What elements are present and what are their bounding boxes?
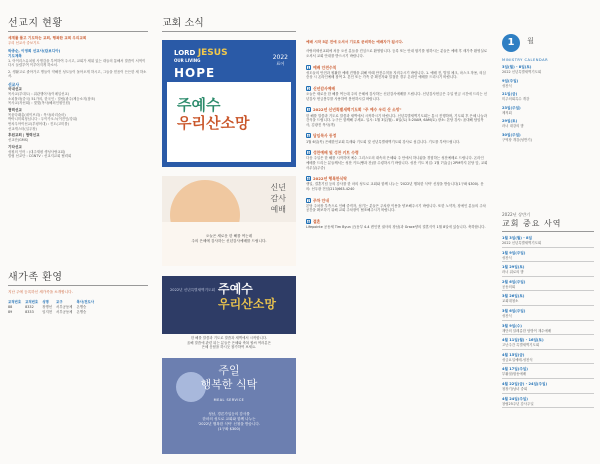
schedule-entry [502,280,594,292]
worship-notice: 예배 시작 5분 전에 오셔서 기도로 준비하는 예배자가 됩시다. [306,40,404,44]
schedule-entry [502,324,594,336]
schedule-date: 3월 26일(토) [502,294,525,299]
schedule-entry [502,251,594,263]
schedule-date: 4월 11일(월) - 16일(토) [502,338,544,343]
mission-box [8,49,148,159]
news-title: 교회 소식 [162,14,296,32]
schedule-date: 1월 3일(월) - 8일 [502,236,532,240]
announcement-title: 담임목사 동정 [313,133,337,139]
schedule-date: 2월 6일(주일) [502,279,526,284]
service-label: SERVICE [226,398,245,402]
schedule-entry [502,294,594,306]
missionary-name: 박종순, 이영희 선교사(캄보디아) [8,48,61,53]
meal-service-label [162,398,296,402]
meal-label: MEAL [213,398,225,402]
domestic-mission-item: 소피톨라(중국) 51가의, 한국인 : 빌립(광주/제등소지(참조) [8,96,96,101]
dawn-prayer-label: 2022년 신년특별새벽기도회 [170,288,216,292]
calendar-entry [502,133,594,143]
mission-subtitle-2: 우리 선교사 중보기도 [8,41,40,45]
cell: 온병승 [76,309,87,314]
happy-table-text: 성남, 경론가입등의 감사를 한마의 성도로 교회와 함께 나누는 '2022년 행복한 식탁' 신청을 받습니다. (1구좌 $300) [198,412,260,431]
happy-table-title: 주일 행복한 식탁 [200,364,258,391]
motto-year-number: 2022 [272,54,288,61]
announcement-body: 1월 6일(목) 은혜한인교회 특새와 기도회 및 신년특별새벽기도회 강사로 섬깁니다. 기도를 부탁드립니다. [306,139,461,144]
schedule-entry [502,338,594,350]
welcome-intro: 사랑의세선교회에 처음 오신 분들을 진심으로 환영합니다. 등록 또는 안내 합기를 원하시는 분들은 예배 후 새가족 환영실로 오셔서 교회 안내를 받으시기 바랍니다. [306,49,488,58]
schedule-event: 재단의 알레름한 탐방이 재수예배 [502,329,594,336]
motto-year-label: 표어 [276,61,285,66]
partner-mission-item: 목윤다래총(네이브리) : 목사(파리숨마) [8,112,66,117]
schedule-event: 공동의회 [502,285,594,292]
new-year-worship-title: 신년 감사 예배 [270,183,286,214]
schedule-label: 2022년 상반기 [502,212,531,217]
schedule-event: 부활절/합동예배 [502,372,594,379]
mission-title: 선교지 현황 [8,14,148,32]
announcement-item [306,107,488,127]
motto-inner [167,82,291,162]
cell: 서부공동체 [56,309,73,314]
calendar-date: 30일(주일) [502,132,521,137]
announcement-heading [306,65,488,70]
motto-our: OUR LIVING [174,58,201,63]
schedule-date: 3월 6일(주일) [502,308,526,313]
month-number: 1 [502,34,520,52]
partner-mission-item: 박아니미희청님니다 : 우이카오스(이전인/강위) [8,117,78,122]
ministry-calendar-title: MINISTRY CALENDAR [502,58,549,62]
motto-year [273,54,288,67]
motto-english [174,50,228,64]
schedule-date: 4월 24일(주일) [502,396,528,401]
calendar-entry [502,92,594,102]
motto-lord: LORD [174,49,196,57]
announcement-heading [306,198,488,203]
cell: 임지현 [42,309,53,314]
schedule-date: 4월 17일(주일) [502,367,528,372]
announcement-title: 성찬예배 및 성찬 키트 수령 [313,150,359,156]
schedule-event: 창립25주년 감사주일 [502,402,594,409]
other-mission-item: 성원의 인어 : (대주재평 생성사랑교회) [8,149,66,154]
ground-graphic [162,222,296,266]
dawn-prayer-motto [218,282,276,312]
mission-subtitle: 세계를 품고 기도하는 교회, 행복한 교회 우리교회 [8,36,87,40]
cell: 온병승 [76,305,87,309]
calendar-event: 미주의회특수 개강 [502,97,530,102]
announcement-body: 다음 주일은 한 해를 시작하며 예수 그리스도의 대속의 은혜와 주 안에서 하나됨을 경험하는 성찬예배로 드립니다. 온라인 예배를 드리는 분들께서는 성찬 키트(빵과 잔)를 수령하시기 바랍니다. 성찬 키트 픽업: 1월 7일(금) 2PM까지 본당 앞, 교회 사무실(주중) [306,156,488,170]
number-badge: 2 [307,86,310,91]
calendar-entry [502,106,594,116]
announcement-heading [306,150,488,155]
new-year-worship-text: 오늘은 새로운 한 해를 여는데 주의 은혜에 감사하는 신년감사예배를 드립니다. [191,234,267,243]
happy-table-card [162,358,296,454]
calendar-date: 9일(주일) [502,78,519,83]
motto-korean [177,96,249,132]
announcement-item [306,86,488,101]
announcement-item [306,176,488,191]
schedule-title: 교회 중요 사역 [502,218,594,232]
calendar-event: 제직회 [502,110,512,115]
announcement-title: 2022년 신년특별새벽기도회 "주 예수 우리 산 소망" [313,107,402,113]
announcement-heading [306,86,488,91]
announcement-item [306,150,488,170]
cell: 서부공동체 [56,305,73,309]
calendar-event: 성찬식 [502,83,512,88]
schedule-date: 4월 15일(금) [502,352,525,357]
cell: 88 [8,305,13,309]
schedule-entry [502,397,594,409]
schedule-event: 러너 위로의 밤 [502,270,594,277]
announcement-item [306,133,488,144]
new-member-table [8,299,98,314]
schedule-event: 교회대청소 [502,299,594,306]
announcement-heading [306,107,488,112]
calendar-date: 29일(토) [502,119,518,124]
table-row [8,310,98,315]
motto-korean-1: 주예수 [177,96,221,114]
number-badge: 3 [307,108,310,113]
motto-card [162,40,296,167]
announcement-title: 2022년 행복한식탁 [313,176,347,182]
schedule-event: 성찬식 [502,314,594,321]
schedule-entry [502,382,594,394]
prayer-topic-2: 2. 생활고로 졸아가고 병들이 약해진 성도들이 돌아오게 하시고, 그들을 믿음이 든든한 세 하소서. [8,69,147,79]
schedule-event: 성찬식 [502,256,594,263]
number-badge: 7 [307,198,310,203]
calendar-entry [502,79,594,89]
number-badge: 8 [307,219,310,224]
schedule-entry [502,309,594,321]
dawn-prayer-card [162,276,296,334]
motto-korean-2: 우리산소망 [177,114,250,132]
calendar-column [502,30,594,147]
motto-jesus: JESUS [197,48,228,58]
announcements-column [306,40,488,454]
announcement-body: 한 해를 말씀과 기도로 말씀과 새벽에서 시작하시기 바랍니다. 신년특별새벽기도회는 통시 진행하며, 기도회 후 은혜 나눔과 간식을 드립니다. 누구든 함께해 주세요. 일시: 1월 3일(월) - 8일(토) 5:20AM, 6AM(토) 장소: 본당 강사: 윤대해 담임목사, 김광진 목사(객) [306,113,488,127]
schedule-date: 3월 9일(수) [502,323,522,328]
schedule-entry [502,367,594,379]
announcement-title: 신년감사예배 [313,85,336,91]
prayer-topic-1: 1. 아이리스유치원 사명감을 부여하여 주시고, 교회가 세워 있는 대들의 통해서 말씀이 서역이 다시 들렸부여 이루어지게 하소서. [8,58,146,68]
col-header: 성명 [42,300,49,304]
col-header: 교구 [56,300,63,304]
dawn-prayer-text: 한 해를 말씀과 기도로 말씀과 새벽에서 시작합니다. 올해 말씀에 관련 되는 분들은 은혜와 축복 할씨 여러분은 은혜 응답을 하시듯 참가하여 보세요. [187,336,271,350]
domestic-mission-head: 국내선교 [8,86,22,91]
col-header: 목사/전도사 [76,300,95,304]
schedule-event: 청장기/남녀 중회 [502,387,594,394]
partner-mission-head: 협력선교 [8,107,22,112]
announcement-title: 결혼 [313,218,321,224]
other-mission-head: 기타선교 [8,144,22,149]
schedule-entry [502,236,594,248]
cell: 89 [8,309,13,314]
dawn-prayer-motto-2: 우리산소망 [218,297,276,311]
announcement-title: 주차 안내 [313,197,329,203]
support-church-head: 후원교회 | 협력선교 [8,133,40,138]
number-badge: 1 [307,65,310,70]
cell: 8333 [25,309,34,314]
calendar-event: 구역장 개강(성반기) [502,137,532,142]
calendar-date: 3일(월) - 8일(토) [502,65,532,69]
schedule-event: 2022 신년특별새벽기도회 [502,241,594,248]
calendar-event: 러너 대강의 밤 [502,124,524,129]
calendar-entry [502,119,594,129]
domestic-mission-item: 목사교(부대도) : 위관행어사(이메일선교) [8,91,69,96]
announcement-item [306,65,488,80]
announcement-body: 오늘은 새로운 한 해를 여는데 주의 은혜에 감사하는 신년감사예배를 드립니다. 신년감사헌금은 주일 헌금 시간에 드리는 신년감사 헌금봉투를 사용하여 봉헌하시길 바랍니다. [306,92,488,101]
schedule-entry [502,265,594,277]
calendar-entry [502,65,594,75]
number-badge: 5 [307,151,310,156]
announcement-body: 본당 주차장 부족으로 인해 중직자, 섬기는 분들은 주차장 이용을 양보해주시기 바랍니다. 또한 노약자, 장애인 분들의 주차공간을 확보하기 위해 교회 주차장이 협조해주시기 바랍니다. [306,203,486,213]
announcement-heading [306,219,488,224]
calendar-date: 21일(금) [502,92,518,97]
announcement-heading [306,133,488,138]
calendar-date: 23일(주일) [502,105,521,110]
calendar-event: 2022 신년특별새벽기도회 [502,70,542,74]
schedule-entry [502,353,594,365]
cell: 장병선 [42,305,53,309]
schedule-event: 고난주간 특별새벽기도회 [502,343,594,350]
announcement-heading [306,176,488,181]
partner-mission-item: 선교캐스터(일우장) [8,126,37,131]
schedule-event: 성금요일예배-성찬식 [502,358,594,365]
col-header: 교적번호 [8,300,22,304]
number-badge: 6 [307,177,310,182]
new-year-worship-card [162,176,296,266]
left-column [8,14,148,454]
col-header: 교적번호 [25,300,39,304]
motto-hope: HOPE [174,66,216,80]
announcement-body: 성도들의 안전과 원활한 예배 진행을 위해 아래 안전수칙을 지켜주시기 바랍니다. 1. 예배 전, 발열 체크, 마스크 착용, 의심 증상 시 온라인예배 참여 2. 본인 또는 가족 중 확진자와 밀접한 경우 온라인 예배를 드리시기 바랍니다. [306,70,486,80]
schedule-section [502,212,594,411]
missionary-heading: 선교사 [8,81,20,87]
domestic-mission-item: 목사교(자선회) : 몇몇(목사/해외인원인원) [8,101,71,106]
schedule-date: 1월 9일(주일) [502,250,526,255]
support-church-item: 선교단(GMS) [8,138,29,143]
announcement-item [306,219,488,230]
announcement-body: 생일, 결혼기념 등의 감사를 한 마의 성도로 교회와 함께 나누는 '2022년 행복한 식탁' 신청을 받습니다(1구좌 $300). 문의: 선우광 전임(213)663-4240 [306,182,484,191]
schedule-date: 1월 29일(토) [502,265,525,270]
welcome-title: 새가족 환영 [8,268,148,286]
announcement-title: 예배 안전수칙 [313,64,337,70]
number-badge: 4 [307,134,310,139]
schedule-date: 4월 22일(금) - 24일(주일) [502,381,548,386]
partner-mission-item: 번차우아이선교(부평어대) : 진도(고미를) [8,121,69,126]
prayer-topics-label: 기도제목 [8,53,22,58]
dawn-prayer-motto-1: 주예수 [218,282,253,296]
cell: 8332 [25,305,34,309]
month-header [502,30,594,52]
other-mission-item: 빌립 선교단 : CGNTV : 선교지교회 협력회 [8,154,72,159]
welcome-section [8,268,148,314]
announcement-item [306,198,488,213]
welcome-subtitle: 지난 주에 등록하신 새가족을 소개합니다. [8,290,73,294]
month-label: 월 [527,36,534,45]
announcement-body: Lifepointe 공동체 Tim Byun 군(동부 4-4 변인현 권사의 장남)과 Grace양의 결혼식이 1월 8일에 있습니다. 축하합니다. [306,225,486,230]
